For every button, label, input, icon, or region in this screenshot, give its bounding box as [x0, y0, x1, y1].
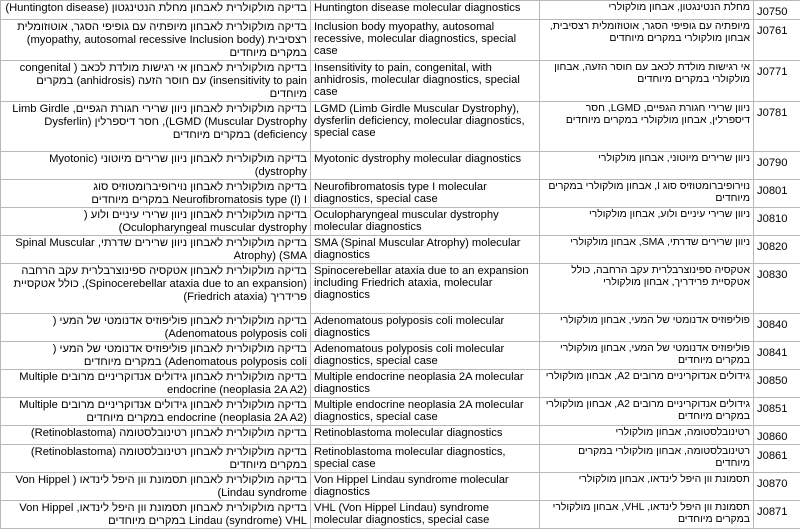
table-row	[1, 426, 800, 445]
table-body	[1, 1, 800, 529]
code-cell: J0871	[754, 501, 800, 529]
hebrew-short-description-cell: תסמונת וון היפל לינדאו, VHL, אבחון מולקולרי במקרים מיוחדים	[540, 501, 754, 529]
hebrew-full-description-cell: בדיקה מולקולרית לאבחון גידולים אנדוקריניים מרובים Multiple endocrine (neoplasia 2A A2)	[1, 370, 311, 398]
english-description-cell: Multiple endocrine neoplasia 2A molecular diagnostics, special case	[311, 398, 540, 426]
code-cell: J0801	[754, 180, 800, 208]
hebrew-full-description-cell: בדיקה מולקולרית לאבחון ניוון שרירי עיניים ולוע ( Oculopharyngeal muscular dystrophy)	[1, 208, 311, 236]
code-cell: J0841	[754, 342, 800, 370]
table-row	[1, 1, 800, 20]
table-row	[1, 236, 800, 264]
table-row	[1, 501, 800, 529]
table-row	[1, 342, 800, 370]
table-row	[1, 61, 800, 102]
english-description-cell: LGMD (Limb Girdle Muscular Dystrophy), dysferlin deficiency, molecular diagnostics, special case	[311, 102, 540, 152]
code-cell: J0870	[754, 473, 800, 501]
english-description-cell: Spinocerebellar ataxia due to an expansion including Friedrich ataxia, molecular diagnostics	[311, 264, 540, 314]
hebrew-full-description-cell: בדיקה מולקולרית לאבחון פוליפוזיס אדנומטי של המעי ( Adenomatous polyposis coli) במקרים מיוחדים	[1, 342, 311, 370]
table-row	[1, 398, 800, 426]
code-cell: J0861	[754, 445, 800, 473]
hebrew-short-description-cell: אטקסיה ספינוצרבלרית עקב הרחבה, כולל אטקסיית פרידריך, אבחון מולקולרי	[540, 264, 754, 314]
code-cell: J0761	[754, 20, 800, 61]
hebrew-full-description-cell: בדיקה מולקולרית לאבחון גידולים אנדוקריניים מרובים Multiple endocrine (neoplasia 2A A2) במקרים מיוחדים	[1, 398, 311, 426]
hebrew-short-description-cell: ניוון שרירי חגורת הגפיים, LGMD, חסר דיספרלין, אבחון מולקולרי במקרים מיוחדים	[540, 102, 754, 152]
english-description-cell: Insensitivity to pain, congenital, with anhidrosis, molecular diagnostics, special case	[311, 61, 540, 102]
code-cell: J0771	[754, 61, 800, 102]
english-description-cell: Myotonic dystrophy molecular diagnostics	[311, 152, 540, 180]
table-row	[1, 180, 800, 208]
english-description-cell: Neurofibromatosis type I molecular diagnostics, special case	[311, 180, 540, 208]
code-cell: J0850	[754, 370, 800, 398]
english-description-cell: Inclusion body myopathy, autosomal recessive, molecular diagnostics, special case	[311, 20, 540, 61]
code-cell: J0820	[754, 236, 800, 264]
table-row	[1, 264, 800, 314]
hebrew-short-description-cell: רטינובלסטומה, אבחון מולקולרי	[540, 426, 754, 445]
hebrew-full-description-cell: בדיקה מולקולרית לאבחון תסמונת וון היפל לינדאו ( Von Hippel Lindau syndrome)	[1, 473, 311, 501]
hebrew-short-description-cell: רטינובלסטומה, אבחון מולקולרי במקרים מיוחדים	[540, 445, 754, 473]
code-cell: J0781	[754, 102, 800, 152]
hebrew-full-description-cell: בדיקה מולקולרית לאבחון ניוון שרירי חגורת הגפיים, Limb Girdle (LGMD (Muscular Dystrophy, חסר דיספרלין (Dysferlin deficiency) במקרים מיוחדים	[1, 102, 311, 152]
english-description-cell: Multiple endocrine neoplasia 2A molecular diagnostics	[311, 370, 540, 398]
hebrew-short-description-cell: פוליפוזיס אדנומטי של המעי, אבחון מולקולרי	[540, 314, 754, 342]
table-row	[1, 370, 800, 398]
table-row	[1, 152, 800, 180]
english-description-cell: Oculopharyngeal muscular dystrophy molecular diagnostics	[311, 208, 540, 236]
table-row	[1, 102, 800, 152]
english-description-cell: Retinoblastoma molecular diagnostics	[311, 426, 540, 445]
hebrew-short-description-cell: ניוון שרירי עיניים ולוע, אבחון מולקולרי	[540, 208, 754, 236]
english-description-cell: Adenomatous polyposis coli molecular diagnostics	[311, 314, 540, 342]
hebrew-full-description-cell: בדיקה מולקולרית לאבחון אטקסיה ספינוצרבלרית עקב הרחבה (Spinocerebellar ataxia due to an expansion), כולל אטקסיית פרידריך (Friedrich ataxia)	[1, 264, 311, 314]
hebrew-short-description-cell: פוליפוזיס אדנומטי של המעי, אבחון מולקולרי במקרים מיוחדים	[540, 342, 754, 370]
hebrew-full-description-cell: בדיקה מולקולרית לאבחון רטינובלסטומה (Retinoblastoma) במקרים מיוחדים	[1, 445, 311, 473]
code-cell: J0860	[754, 426, 800, 445]
hebrew-short-description-cell: מיופתיה עם גופיפי הסגר, אוטוזומלית רצסיבית, אבחון מולקולרי במקרים מיוחדים	[540, 20, 754, 61]
hebrew-short-description-cell: גידולים אנדוקריניים מרובים A2, אבחון מולקולרי	[540, 370, 754, 398]
english-description-cell: Von Hippel Lindau syndrome molecular diagnostics	[311, 473, 540, 501]
hebrew-full-description-cell: בדיקה מולקולרית לאבחון ניוון שרירים מיוטוני (Myotonic dystrophy)	[1, 152, 311, 180]
english-description-cell: VHL (Von Hippel Lindau) syndrome molecular diagnostics, special case	[311, 501, 540, 529]
hebrew-full-description-cell: בדיקה מולקולרית לאבחון נוירופיברומטוזיס סוג Neurofibromatosis type (I) I במקרים מיוחדים	[1, 180, 311, 208]
code-cell: J0840	[754, 314, 800, 342]
hebrew-short-description-cell: מחלת הנטינגטון, אבחון מולקולרי	[540, 1, 754, 20]
english-description-cell: SMA (Spinal Muscular Atrophy) molecular diagnostics	[311, 236, 540, 264]
hebrew-full-description-cell: בדיקה מולקולרית לאבחון אי רגישות מולדת לכאב ( congenital insensitivity to pain) עם חוסר הזעה (anhidrosis) במקרים מיוחדים	[1, 61, 311, 102]
hebrew-full-description-cell: בדיקה מולקולרית לאבחון תסמונת וון היפל לינדאו, Von Hippel Lindau (syndrome) VHL במקרים מיוחדים	[1, 501, 311, 529]
english-description-cell: Huntington disease molecular diagnostics	[311, 1, 540, 20]
english-description-cell: Retinoblastoma molecular diagnostics, special case	[311, 445, 540, 473]
table-row	[1, 445, 800, 473]
hebrew-full-description-cell: בדיקה מולקולרית לאבחון מחלת הנטינגטון (Huntington disease)	[1, 1, 311, 20]
english-description-cell: Adenomatous polyposis coli molecular diagnostics, special case	[311, 342, 540, 370]
hebrew-full-description-cell: בדיקה מולקולרית לאבחון פוליפוזיס אדנומטי של המעי ( Adenomatous polyposis coli)	[1, 314, 311, 342]
code-cell: J0851	[754, 398, 800, 426]
hebrew-short-description-cell: נוירופיברומטוזיס סוג I, אבחון מולקולרי במקרים מיוחדים	[540, 180, 754, 208]
hebrew-short-description-cell: ניוון שרירים מיוטוני, אבחון מולקולרי	[540, 152, 754, 180]
hebrew-full-description-cell: בדיקה מולקולרית לאבחון רטינובלסטומה (Retinoblastoma)	[1, 426, 311, 445]
hebrew-full-description-cell: בדיקה מולקולרית לאבחון מיופתיה עם גופיפי הסגר, אוטוזומלית רצסיבית (myopathy, autosomal recessive Inclusion body) במקרים מיוחדים	[1, 20, 311, 61]
hebrew-short-description-cell: אי רגישות מולדת לכאב עם חוסר הזעה, אבחון מולקולרי במקרים מיוחדים	[540, 61, 754, 102]
table-row	[1, 20, 800, 61]
hebrew-short-description-cell: גידולים אנדוקריניים מרובים A2, אבחון מולקולרי במקרים מיוחדים	[540, 398, 754, 426]
table-row	[1, 314, 800, 342]
table-row	[1, 473, 800, 501]
hebrew-full-description-cell: בדיקה מולקולרית לאבחון ניוון שרירים שדרתי, Spinal Muscular Atrophy) (SMA	[1, 236, 311, 264]
table-row	[1, 208, 800, 236]
code-cell: J0790	[754, 152, 800, 180]
hebrew-short-description-cell: ניוון שרירים שדרתי, SMA, אבחון מולקולרי	[540, 236, 754, 264]
hebrew-short-description-cell: תסמונת וון היפל לינדאו, אבחון מולקולרי	[540, 473, 754, 501]
code-cell: J0750	[754, 1, 800, 20]
code-cell: J0810	[754, 208, 800, 236]
code-cell: J0830	[754, 264, 800, 314]
